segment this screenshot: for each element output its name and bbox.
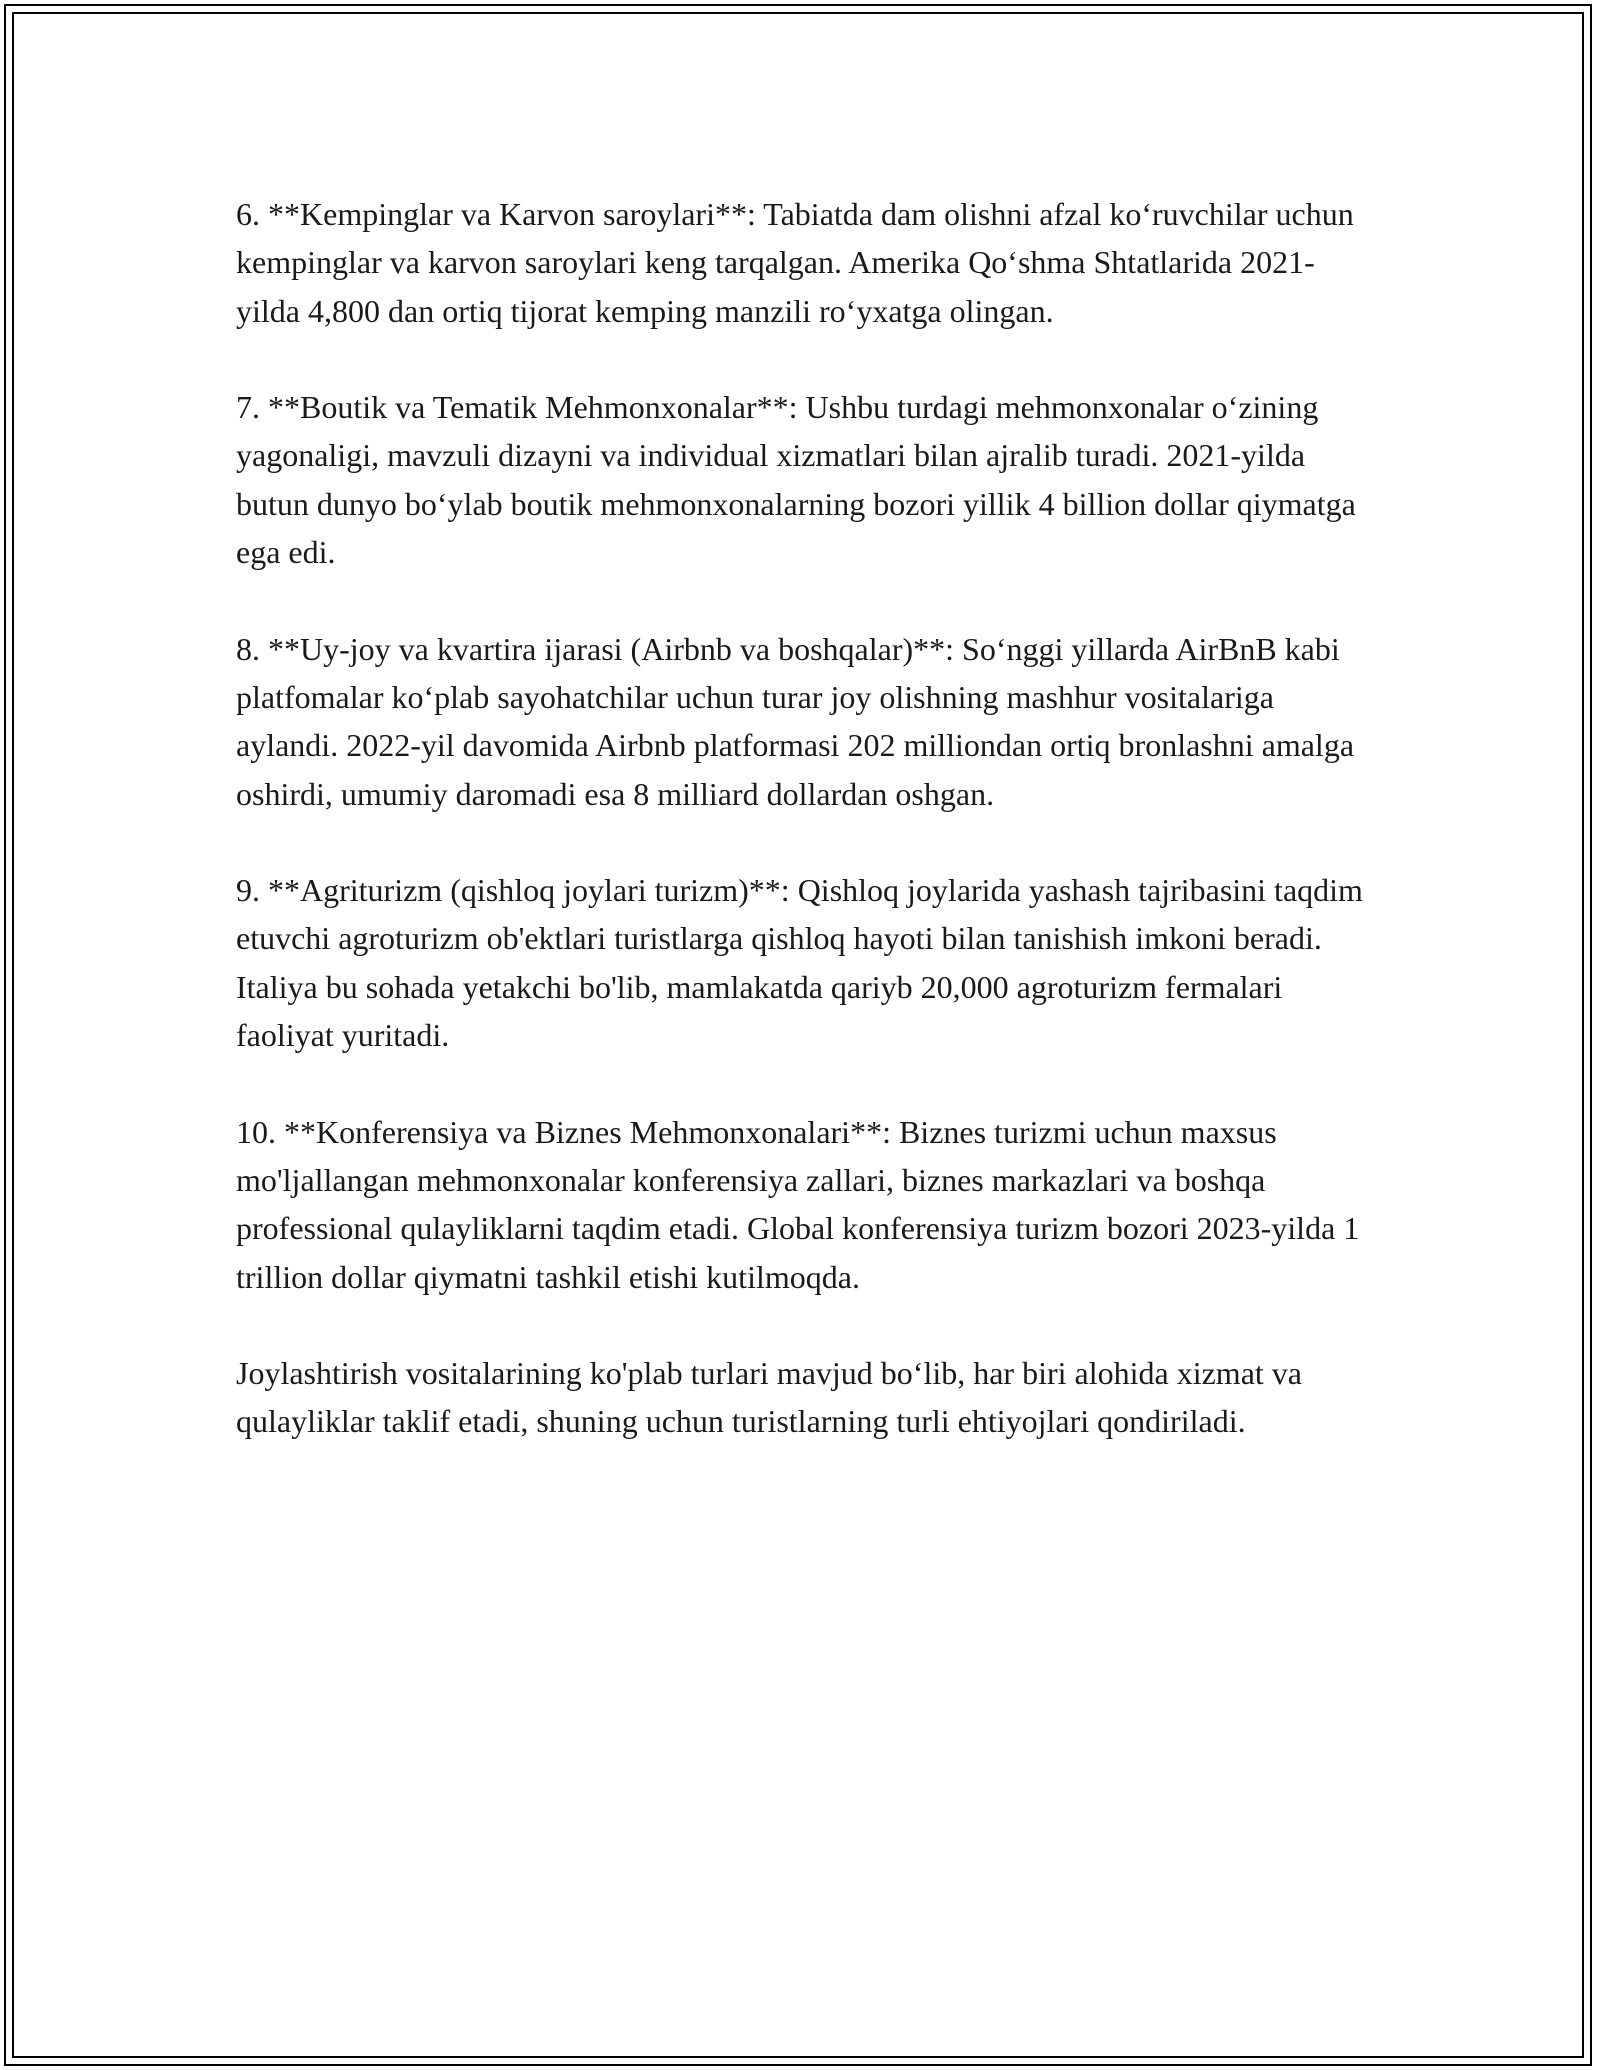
paragraph-conference-hotels: 10. **Konferensiya va Biznes Mehmonxonalari**: Biznes turizmi uchun maxsus mo'ljallangan mehmonxonalar konferensiya zallari, biznes markazlari va boshqa professional qulayliklarni taqdim etadi. Global konferensiya turizm bozori 2023-yilda 1 trillion dollar qiymatni tashkil etishi kutilmoqda. [236,1113,1360,1295]
paragraph-campgrounds: 6. **Kempinglar va Karvon saroylari**: Tabiatda dam olishni afzal koʻruvchilar uchun kempinglar va karvon saroylari keng tarqalgan. Amerika Qoʻshma Shtatlarida 2021-yilda 4,800 dan ortiq tijorat kemping manzili roʻyxatga olingan. [236,196,1354,329]
paragraph-agritourism: 9. **Agriturizm (qishloq joylari turizm)**: Qishloq joylarida yashash tajribasini taqdim etuvchi agroturizm ob'ektlari turistlarga qishloq hayoti bilan tanishish imkoni beradi. Italiya bu sohada yetakchi bo'lib, mamlakatda qariyb 20,000 agroturizm fermalari faoliyat yuritadi. [236,872,1363,1054]
document-body [236,190,1376,1446]
paragraph-boutique-hotels: 7. **Boutik va Tematik Mehmonxonalar**: Ushbu turdagi mehmonxonalar oʻzining yagonaligi, mavzuli dizayni va individual xizmatlari bilan ajralib turadi. 2021-yilda butun dunyo boʻylab boutik mehmonxonalarning bozori yillik 4 billion dollar qiymatga ega edi. [236,389,1356,571]
paragraph-home-rentals: 8. **Uy-joy va kvartira ijarasi (Airbnb va boshqalar)**: Soʻnggi yillarda AirBnB kabi platfomalar koʻplab sayohatchilar uchun turar joy olishning mashhur vositalariga aylandi. 2022-yil davomida Airbnb platformasi 202 milliondan ortiq bronlashni amalga oshirdi, umumiy daromadi esa 8 milliard dollardan oshgan. [236,630,1355,812]
paragraph-conclusion: Joylashtirish vositalarining ko'plab turlari mavjud boʻlib, har biri alohida xizmat va qulayliklar taklif etadi, shuning uchun turistlarning turli ehtiyojlari qondiriladi. [236,1355,1302,1440]
